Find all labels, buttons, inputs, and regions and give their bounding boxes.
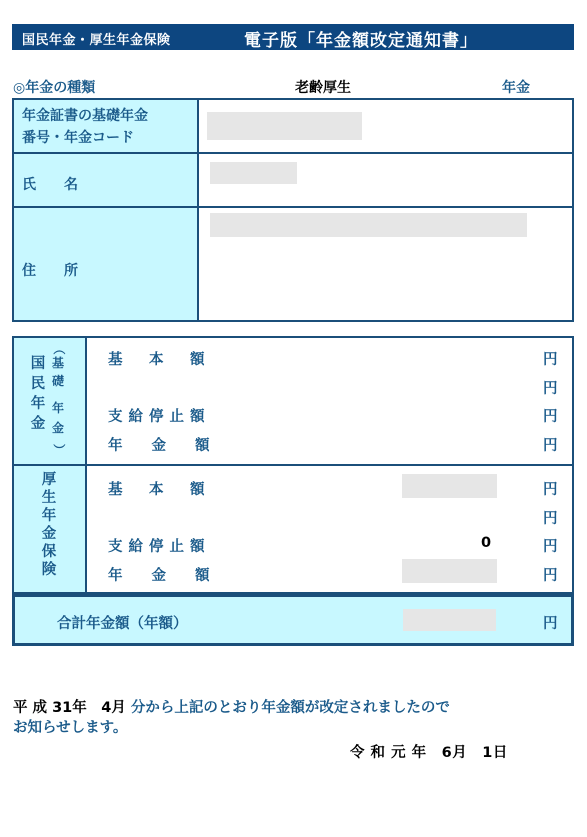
kokumin-sub-char-6: ） xyxy=(51,443,66,456)
kosei-char-4: 金 xyxy=(41,526,57,542)
info-row-divider-2 xyxy=(14,206,572,208)
revision-date: 平 成 31年 4月 xyxy=(13,700,126,716)
kosei-char-3: 年 xyxy=(41,508,57,524)
pension-number-masked xyxy=(207,112,362,140)
kokumin-char-2: 民 xyxy=(30,376,46,392)
name-masked xyxy=(210,162,297,184)
kosei-char-6: 険 xyxy=(41,562,57,578)
name-label: 氏 名 xyxy=(22,177,78,193)
kosei-blank-yen: 円 xyxy=(543,511,558,527)
header-subtitle: 国民年金・厚生年金保険 xyxy=(22,33,171,48)
header-bar xyxy=(12,24,574,50)
kokumin-basic-yen: 円 xyxy=(543,352,558,368)
kosei-char-2: 生 xyxy=(41,490,57,506)
kokumin-sub-char-5: 金 xyxy=(51,421,64,435)
kokumin-char-4: 金 xyxy=(30,416,46,432)
kosei-suspended-value: 0 xyxy=(481,535,492,551)
kokumin-blank-yen: 円 xyxy=(543,381,558,397)
info-row-divider-1 xyxy=(14,152,572,154)
amount-section-divider xyxy=(14,464,572,466)
revision-message-line1: 分から上記のとおり年金額が改定されましたので xyxy=(125,700,450,716)
kosei-suspended-yen: 円 xyxy=(543,539,558,555)
pension-type-value: 老齢厚生 xyxy=(295,80,351,96)
kokumin-sub-char-1: （ xyxy=(51,342,66,355)
kokumin-sub-char-2: 基 xyxy=(51,356,64,370)
info-column-divider xyxy=(197,100,199,320)
address-masked xyxy=(210,213,527,237)
kokumin-char-1: 国 xyxy=(30,356,46,372)
kokumin-basic-label: 基 本 額 xyxy=(108,352,211,368)
pension-type-label: ◎年金の種類 xyxy=(13,80,96,96)
pension-type-suffix: 年金 xyxy=(502,80,530,96)
kokumin-suspended-yen: 円 xyxy=(543,409,558,425)
revision-message-line2: お知らせします。 xyxy=(13,720,128,736)
kosei-char-1: 厚 xyxy=(41,472,57,488)
kokumin-sub-char-4: 年 xyxy=(51,401,64,415)
issue-date: 令 和 元 年 6月 1日 xyxy=(350,745,508,761)
kosei-annual-label: 年 金 額 xyxy=(108,568,210,584)
address-label: 住 所 xyxy=(22,263,78,279)
pension-number-label-line2: 番号・年金コード xyxy=(22,130,134,146)
header-title: 電子版「年金額改定通知書」 xyxy=(244,31,478,51)
kosei-annual-masked xyxy=(402,559,497,583)
kosei-basic-masked xyxy=(402,474,497,498)
kokumin-annual-yen: 円 xyxy=(543,438,558,454)
kosei-suspended-label: 支給停止額 xyxy=(108,539,211,555)
total-masked xyxy=(403,609,496,631)
kokumin-char-3: 年 xyxy=(30,396,46,412)
pension-number-label-line1: 年金証書の基礎年金 xyxy=(22,108,148,124)
kosei-basic-label: 基 本 額 xyxy=(108,482,211,498)
kosei-basic-yen: 円 xyxy=(543,482,558,498)
total-yen: 円 xyxy=(543,616,558,632)
kokumin-suspended-label: 支給停止額 xyxy=(108,409,211,425)
kosei-char-5: 保 xyxy=(41,544,57,560)
revision-message xyxy=(13,698,578,738)
kokumin-annual-label: 年 金 額 xyxy=(108,438,210,454)
kosei-annual-yen: 円 xyxy=(543,568,558,584)
total-label: 合計年金額（年額） xyxy=(57,616,188,632)
kokumin-sub-char-3: 礎 xyxy=(51,374,64,388)
